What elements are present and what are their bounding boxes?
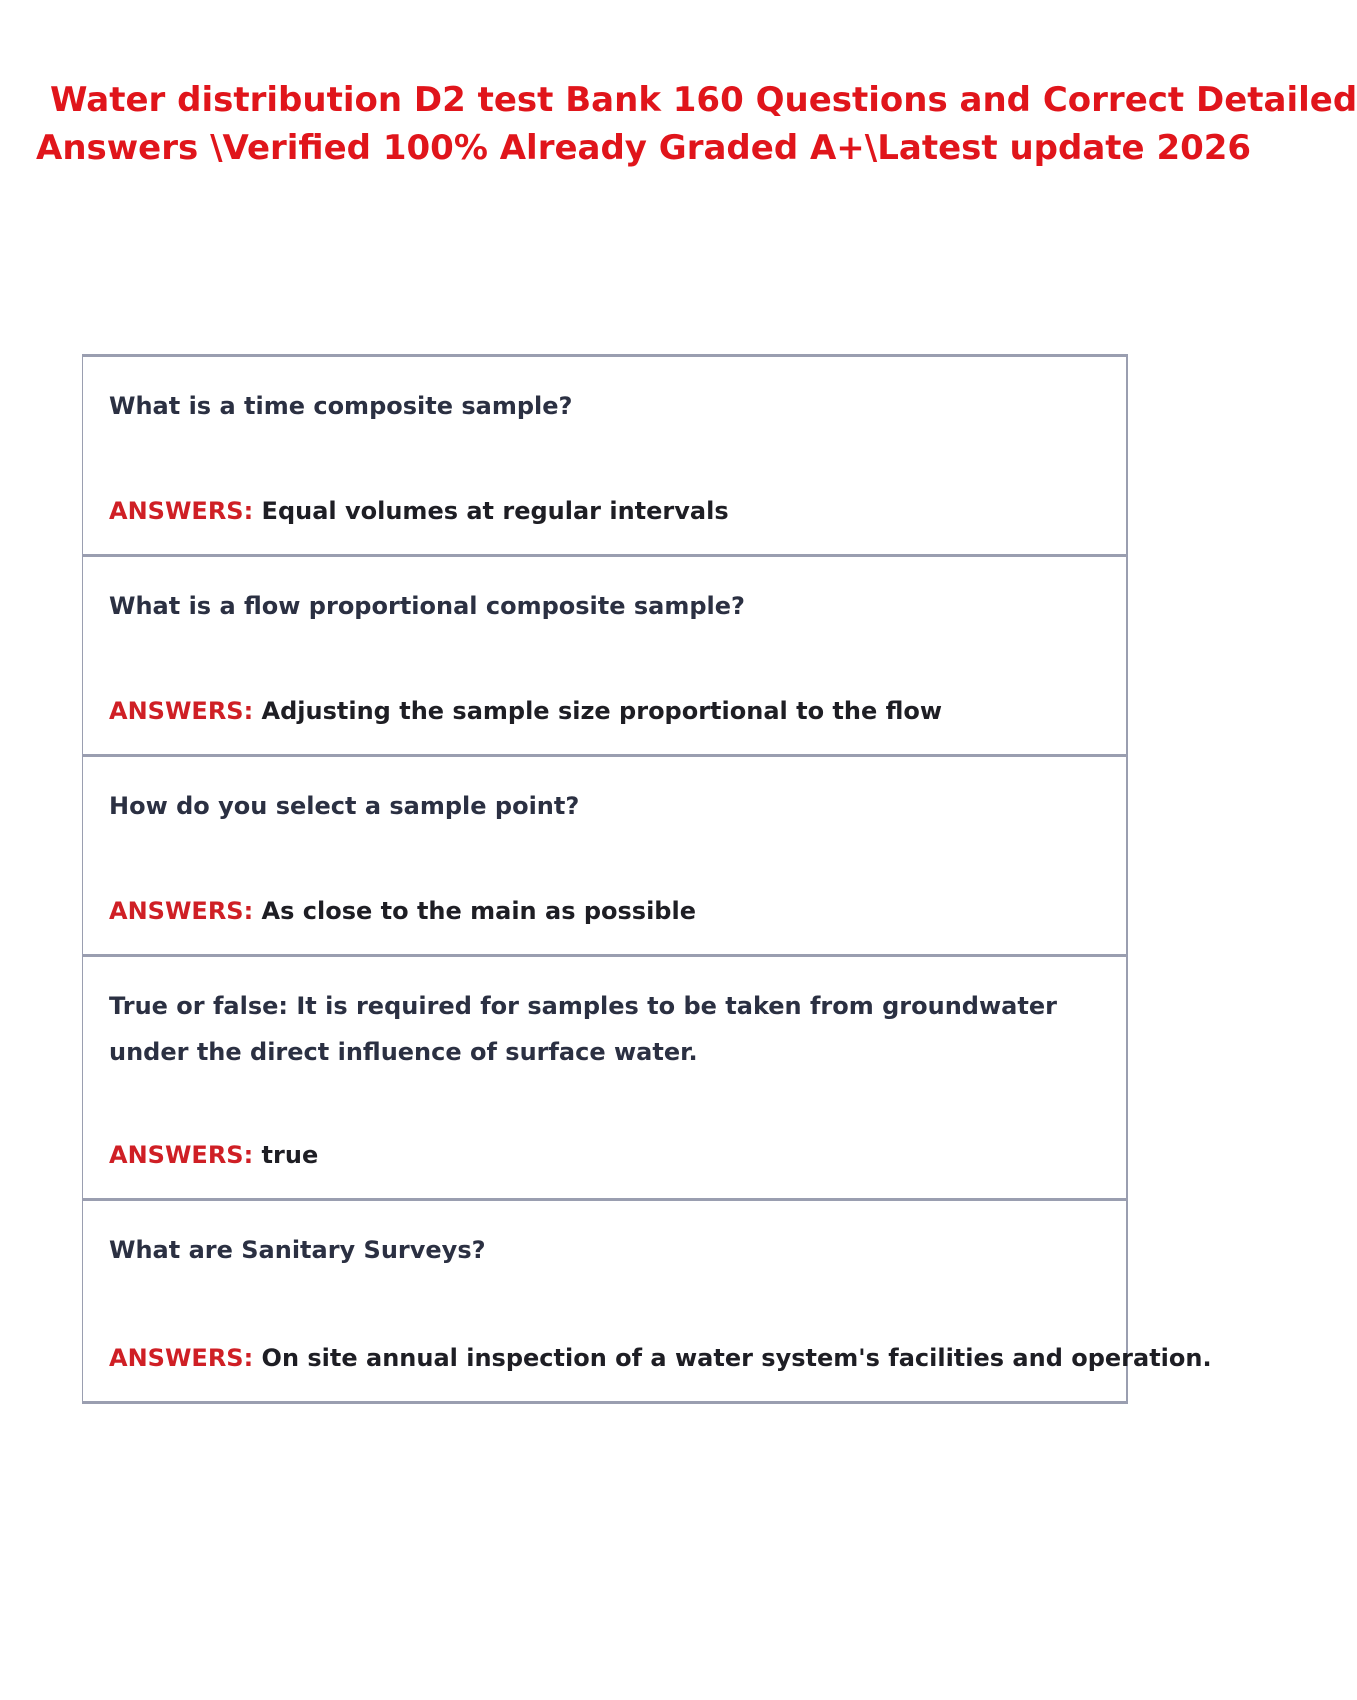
qa-row-3 bbox=[83, 757, 1126, 957]
answer-text bbox=[109, 494, 1122, 528]
answer-text bbox=[109, 1138, 1122, 1172]
document-title-line-1: Water distribution D2 test Bank 160 Questions and Correct Detailed bbox=[50, 80, 1357, 120]
answer-text bbox=[109, 1341, 1212, 1375]
question-text: What is a flow proportional composite sample? bbox=[109, 592, 745, 620]
answer-label: ANSWERS: bbox=[109, 497, 254, 525]
qa-row-4 bbox=[83, 957, 1126, 1201]
answer-label: ANSWERS: bbox=[109, 697, 254, 725]
qa-row-5 bbox=[83, 1201, 1212, 1401]
answer-label: ANSWERS: bbox=[109, 1344, 254, 1372]
answer-value: As close to the main as possible bbox=[261, 897, 696, 925]
answer-label: ANSWERS: bbox=[109, 1141, 254, 1169]
question-text: True or false: It is required for samples to be taken from groundwater under the direct influence of surface water. bbox=[109, 992, 1057, 1066]
question-text: What is a time composite sample? bbox=[109, 392, 573, 420]
document-title bbox=[36, 76, 1357, 172]
qa-row-2 bbox=[83, 557, 1126, 757]
question-text: How do you select a sample point? bbox=[109, 792, 580, 820]
answer-value: Adjusting the sample size proportional to the flow bbox=[261, 697, 943, 725]
answer-value: On site annual inspection of a water system's facilities and operation. bbox=[261, 1344, 1212, 1372]
answer-text bbox=[109, 694, 1122, 728]
document-title-line-2: Answers \Verified 100% Already Graded A+\Latest update 2026 bbox=[36, 128, 1252, 168]
answer-label: ANSWERS: bbox=[109, 897, 254, 925]
question-text: What are Sanitary Surveys? bbox=[109, 1236, 486, 1264]
answer-text bbox=[109, 894, 1122, 928]
qa-table bbox=[82, 354, 1212, 1404]
qa-row-1 bbox=[83, 357, 1126, 557]
answer-value: true bbox=[261, 1141, 319, 1169]
answer-value: Equal volumes at regular intervals bbox=[261, 497, 729, 525]
